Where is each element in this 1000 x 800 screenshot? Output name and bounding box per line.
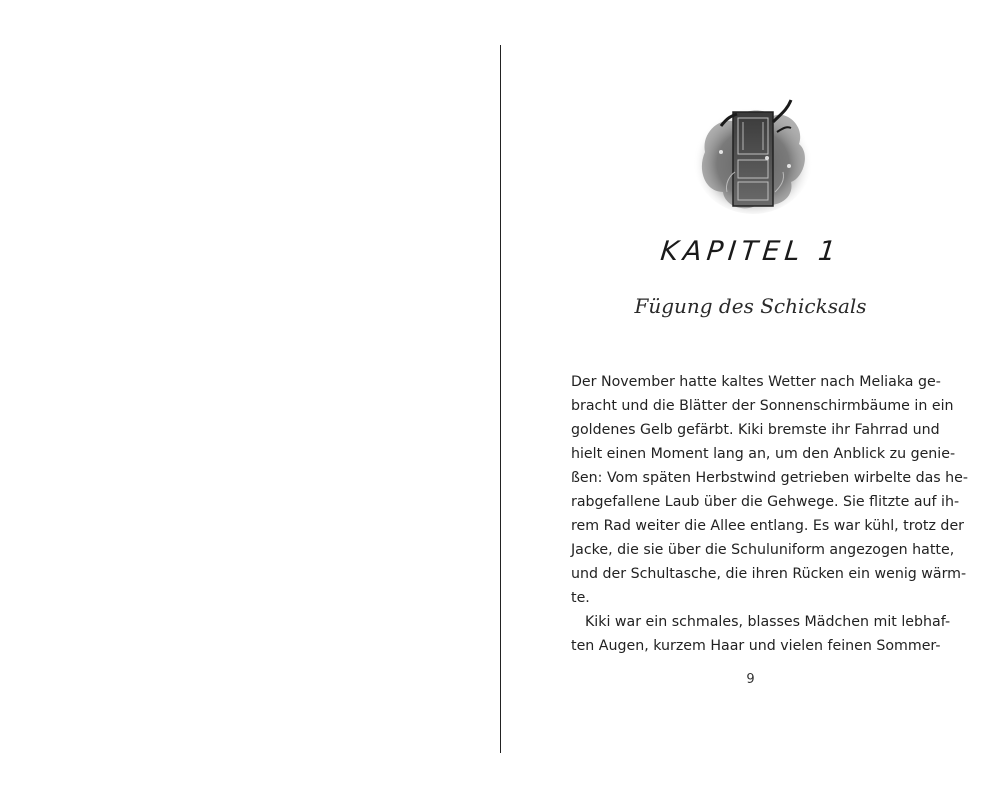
body-line: bracht und die Blätter der Sonnenschirmbäume in ein bbox=[571, 398, 954, 414]
right-page bbox=[501, 0, 1000, 800]
body-line: goldenes Gelb gefärbt. Kiki bremste ihr Fahrrad und bbox=[571, 422, 940, 438]
chapter-body-text bbox=[571, 370, 969, 658]
chapter-label: KAPITEL 1 bbox=[658, 236, 843, 267]
body-line: te. bbox=[571, 590, 590, 606]
body-line: hielt einen Moment lang an, um den Anblick zu genie- bbox=[571, 446, 956, 462]
body-line: Kiki war ein schmales, blasses Mädchen mit lebhaf- bbox=[585, 614, 951, 630]
door-illustration bbox=[691, 92, 815, 216]
page-number: 9 bbox=[746, 672, 755, 687]
body-line: rabgefallene Laub über die Gehwege. Sie flitzte auf ih- bbox=[571, 494, 960, 510]
body-line: und der Schultasche, die ihren Rücken ein wenig wärm- bbox=[571, 566, 967, 582]
body-line: ßen: Vom späten Herbstwind getrieben wirbelte das he- bbox=[571, 470, 969, 486]
body-line: Der November hatte kaltes Wetter nach Meliaka ge- bbox=[571, 374, 941, 390]
body-line: Jacke, die sie über die Schuluniform angezogen hatte, bbox=[571, 542, 955, 558]
body-line: ten Augen, kurzem Haar und vielen feinen Sommer- bbox=[571, 638, 941, 654]
body-line: rem Rad weiter die Allee entlang. Es war kühl, trotz der bbox=[571, 518, 965, 534]
chapter-title: Fügung des Schicksals bbox=[634, 294, 867, 318]
